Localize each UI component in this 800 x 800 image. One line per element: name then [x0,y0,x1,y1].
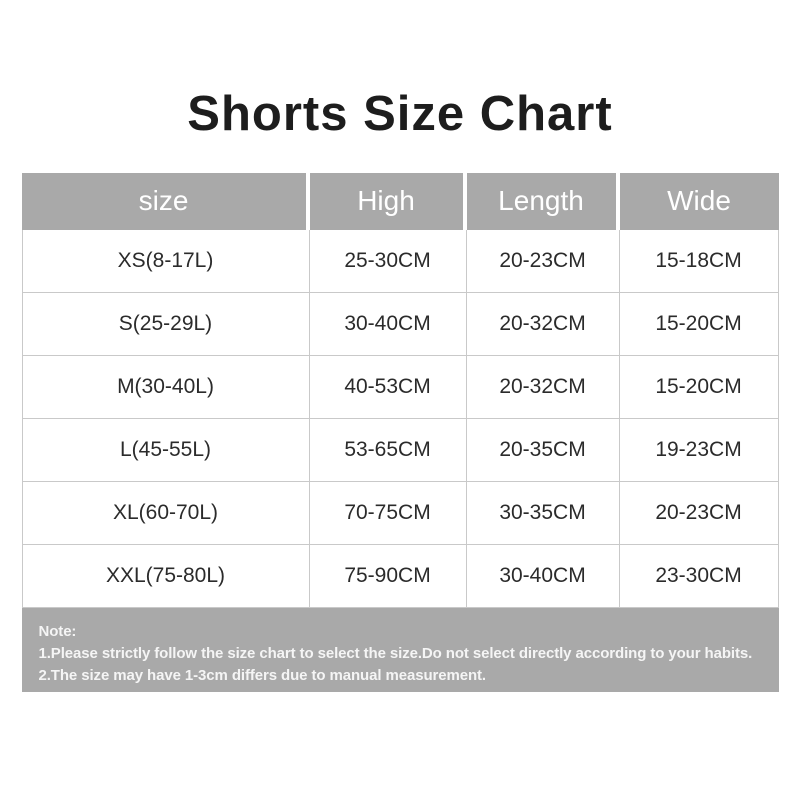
cell-high: 40-53CM [310,356,467,419]
cell-size: L(45-55L) [22,419,310,482]
column-header-length: Length [467,173,620,230]
cell-size: XL(60-70L) [22,482,310,545]
size-chart-table [22,173,779,608]
table-body [22,230,779,608]
cell-size: S(25-29L) [22,293,310,356]
cell-wide: 15-18CM [620,230,779,293]
cell-high: 25-30CM [310,230,467,293]
table-row [22,545,779,608]
table-header [22,173,779,230]
cell-length: 30-40CM [467,545,620,608]
cell-wide: 23-30CM [620,545,779,608]
header-row [22,173,779,230]
note-label: Note: [38,622,77,640]
table-row [22,419,779,482]
cell-length: 20-23CM [467,230,620,293]
cell-length: 30-35CM [467,482,620,545]
note-line-2: 2.The size may have 1-3cm differs due to manual measurement. [38,666,487,684]
page-title: Shorts Size Chart [187,87,613,141]
cell-wide: 20-23CM [620,482,779,545]
cell-length: 20-32CM [467,293,620,356]
note-line-1: 1.Please strictly follow the size chart to select the size.Do not select directly according to your habits. [38,644,753,662]
cell-wide: 19-23CM [620,419,779,482]
cell-high: 75-90CM [310,545,467,608]
cell-wide: 15-20CM [620,356,779,419]
column-header-wide: Wide [620,173,779,230]
cell-high: 70-75CM [310,482,467,545]
column-header-size: size [22,173,310,230]
cell-wide: 15-20CM [620,293,779,356]
table-row [22,482,779,545]
note-box [22,608,779,692]
table-row [22,356,779,419]
table-row [22,230,779,293]
cell-length: 20-32CM [467,356,620,419]
cell-size: XS(8-17L) [22,230,310,293]
cell-length: 20-35CM [467,419,620,482]
cell-size: M(30-40L) [22,356,310,419]
cell-high: 53-65CM [310,419,467,482]
column-header-high: High [310,173,467,230]
table-row [22,293,779,356]
cell-high: 30-40CM [310,293,467,356]
cell-size: XXL(75-80L) [22,545,310,608]
